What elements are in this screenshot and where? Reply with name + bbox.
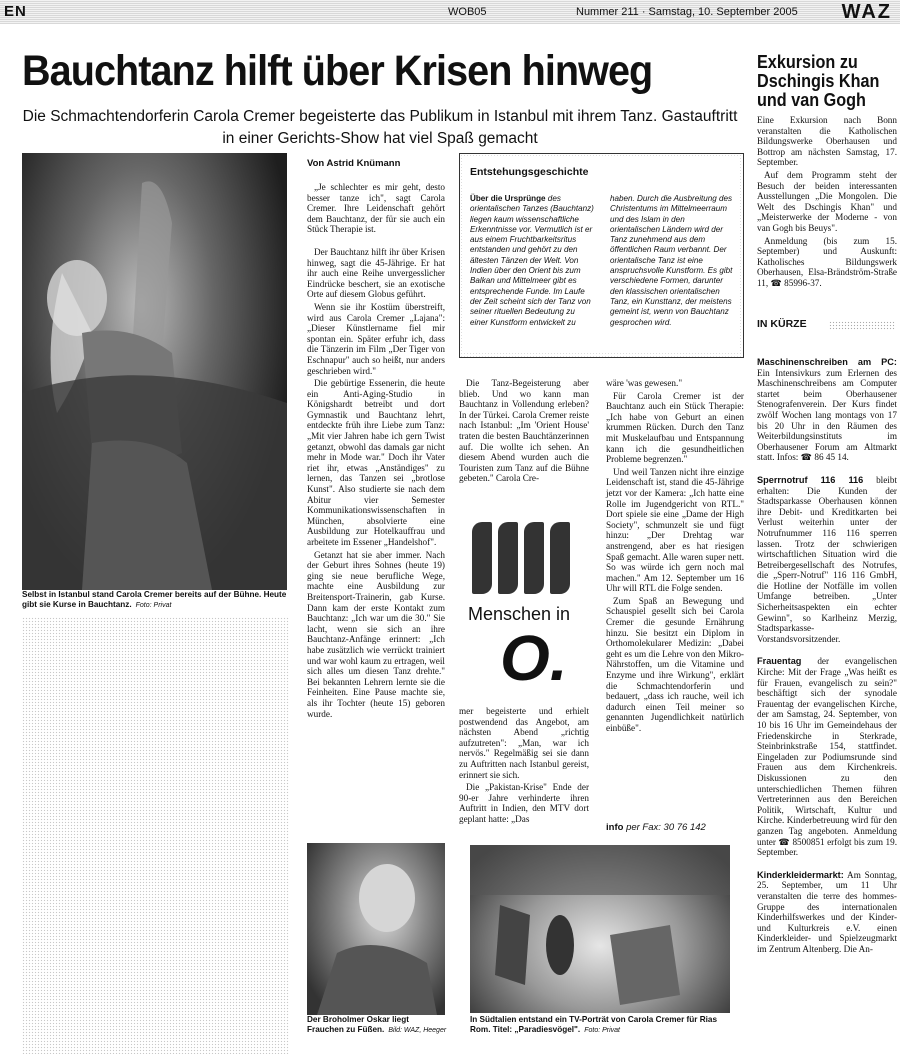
paragraph: Die Tanz-Begeisterung aber blieb. Und wo kann man Bauchtanz in Vollendung erleben? In der Türkei. Carola Cremer reiste nach Istanbul: „Im 'Orient House' traten die besten Bauchtänzerinnen auf. Die wollte ich sehen. An diesem Abend wurden auch die Touristen zum Tanz auf die Bühne gebeten." Carola Cre-	[459, 378, 589, 484]
issue-date: Nummer 211 · Samstag, 10. September 2005	[576, 6, 798, 18]
paragraph: Getanzt hat sie aber immer. Nach der Geburt ihres Sohnes (heute 19) ging sie neue berufliche Wege, machte eine Ausbildung zur Breitensport-Trainerin, gab Kurse. Dann kam der erste Kontakt zum Bauchtanz: „Ich war um die 30." Sie lacht, wenn sie sich an ihre Bauchtanz-Anfänge erinnert: „Ich habe zusätzlich wie verrückt trainiert und war wohl kaum zu ertragen, weil sich alles um diesen Tanz drehte." Bei bekannten Lehrern lernte sie die Feinheiten. Eine Pause machte sie, als ihr Tochter (heute 15) geboren wurde.	[307, 549, 445, 719]
dancer-photo-illustration	[22, 153, 287, 590]
info-box-col-2: haben. Durch die Ausbreitung des Christentums im Mittelmeerraum und des Islam in den orientalischen Ländern wird der Tanz zunehmend aus dem öffentlichen Raum verbannt. Der orientalische Tanz ist eine anspruchsvolle Kunstform. Es gibt verschiedene Formen, darunter den klassischen orientalischen Tanz, ein Kunsttanz, der meistens gemeint ist, wenn von Bauchtanz gesprochen wird.	[610, 194, 733, 327]
paragraph: Zum Spaß an Bewegung und Schauspiel gesellt sich bei Carola Cremer die gesunde Ernährung hinzu. Sie besitzt ein Diplom in Orthomolekularer Medizin: „Dabei geht es um die Lehre von den Mikro-Nährstoffen, um die Vitamine und Enzyme und ihre Wirkung", erklärt die Schmachtendorferin und bedauert, „dass ich rauche, weil ich dadurch einen Teil meiner so genannten Jugendlichkeit natürlich einbüße".	[606, 595, 744, 733]
info-box-title: Entstehungsgeschichte	[470, 166, 589, 178]
section-label: EN	[4, 3, 27, 20]
dog-photo	[307, 843, 445, 1015]
info-box	[459, 153, 744, 358]
tv-portrait-caption: In Südtalien entstand ein TV-Porträt von Carola Cremer für Rias Rom. Titel: „Paradiesvögel". Foto: Privat	[470, 1015, 718, 1034]
paragraph: Der Bauchtanz hilft ihr über Krisen hinweg, sagt die 45-Jährige. Er hat ihr auch eine Reihe unvergesslicher Eindrücke beschert, sie an exotische Orte auf diesem Globus geführt.	[307, 246, 445, 300]
sidebar-title: Exkursion zu Dschingis Khan und van Gogh	[757, 52, 880, 110]
dog-photo-caption: Der Broholmer Oskar liegt Frauchen zu Füßen. Bild: WAZ, Heeger	[307, 1015, 447, 1034]
edition-code: WOB05	[448, 6, 487, 18]
main-photo	[22, 153, 287, 590]
newspaper-logo: WAZ	[841, 1, 892, 23]
paragraph: Die „Pakistan-Krise" Ende der 90-er Jahre verhinderte ihren Auftritt in Indien, den MTV dort geplant hatte: „Das	[459, 782, 589, 824]
article-column-1	[307, 182, 445, 721]
main-photo-caption: Selbst in Istanbul stand Carola Cremer bereits auf der Bühne. Heute gibt sie Kurse in Bauchtanz. Foto: Privat	[22, 590, 287, 609]
byline: Von Astrid Knümann	[307, 158, 401, 169]
note-item: Kinderkleidermarkt: Am Sonntag, 25. September, um 11 Uhr veranstalten die terre des hommes-Gruppe des internationalen Kinderhilfswerkes und der Kinder- und Kulturkreis e.V. einen Kinderkleider- und Spielzeugmarkt im Zentrum Altenberg. Die An-	[757, 869, 897, 954]
paragraph: Für Carola Cremer ist der Bauchtanz auch ein Stück Therapie: „Ich habe von Geburt an einen krummen Rücken. Durch den Tanz mit Muskelaufbau und Entspannung kann ich die gesundheitlichen Probleme begrenzen."	[606, 390, 744, 465]
article-column-3	[606, 378, 744, 736]
paragraph: Und weil Tanzen nicht ihre einzige Leidenschaft ist, stand die 45-Jährige jetzt vor der Kamera: „Ich hatte eine Rolle im Jugendgericht von RTL." Dort spiele sie eine „Dame der High Society", schmunzelt sie und fügt hinzu: „Der Drehtag war anstrengend, aber es hat riesigen Spaß gemacht. Alle waren super nett. So was würde ich gern noch mal machen." Am 12. September um 16 Uhr will RTL die Folge senden.	[606, 466, 744, 594]
tv-portrait-photo	[470, 845, 730, 1013]
note-item: Frauentag der evangelischen Kirche: Mit der Frage „Was heißt es für Frauen, evangelisch zu sein?" beschäftigt sich der synodale Frauentag der evangelischen Kirche, der am Samstag, 24. September, von 10 bis 16 Uhr im Gemeindehaus der Friedenskirche in Sterkrade, Steinbrinkstraße 154, stattfindet. Eingeladen zur Podiumsrunde sind Frauen aus dem Kirchenkreis. Diskussionen zu den unterschiedlichen Themen führen Vertreterinnen aus den Bereichen Politik, Wirtschaft, Kultur und Kirche. Kinderbetreuung wird für den ganzen Tag angeboten. Anmeldung unter ☎ 8500851 erfolgt bis zum 19. September.	[757, 656, 897, 858]
logo-graphic	[468, 518, 583, 598]
paragraph: wäre 'was gewesen."	[606, 378, 683, 388]
note-item: Sperrnotruf 116 116 bleibt erhalten: Die Kunden der Stadtsparkasse Oberhausen können ihre Debit- und Kreditkarten bei Verlust weiterhin unter der Notrufnummer 116 116 sperren lassen. Trotz der schwierigen wirtschaftlichen Situation wird die Betreibergesellschaft des Notrufes, die „Sperr-Notruf" 116 116 GmbH, die Hotline der Notfälle im vollen Umfange betreiben. „Unter Sicherheitsaspekten ein echter Gewinn", so Karlheinz Merzig, Stadtsparkasse-Vorstandsvorsitzender.	[757, 474, 897, 644]
sidebar-text: Eine Exkursion nach Bonn veranstalten die Katholischen Bildungswerke Oberhausen und Bottrop am nächsten Samstag, 17. September. Auf dem Programm steht der Besuch der beiden interessanten Ausstellungen „Die Mongolen. Die Welt des Dschingis Khan" und „Meisterwerke der Moderne - von van Gogh bis Beuys". Anmeldung (bis zum 15. September) und Auskunft: Katholisches Bildungswerk Oberhausen, Elsa-Brändström-Straße 11, ☎ 85996-37.	[757, 115, 897, 288]
info-box-col-1: Über die Ursprünge des orientalischen Tanzes (Bauchtanz) liegen kaum wissenschaftliche Erkenntnisse vor. Vermutlich ist er aus einem Fruchtbarkeitsritus entstanden und gehört zu den ältesten Tänzen der Welt. Von Indien über den Orient bis zum Balkan und Mittelmeer gibt es entsprechende Funde. Im Laufe der Zeit scheint sich der Tanz von seiner rituellen Bedeutung zu einer Kunstform entwickelt zu	[470, 194, 594, 327]
sidebar-notes	[757, 357, 897, 956]
in-kuerze-label: IN KÜRZE	[757, 318, 897, 332]
info-fax: info per Fax: 30 76 142	[606, 822, 706, 833]
menschen-in-logo	[468, 518, 583, 698]
paragraph: Wenn sie ihr Kostüm überstreift, wird aus Carola Cremer „Lajana": „Dieser Künstlername fiel mir spontan ein. Später erfuhr ich, dass die Tänzerin im Film „Der Tiger von Eschnapur" auch so heißt, nur anders geschrieben wird."	[307, 301, 445, 376]
paragraph: Die gebürtige Essenerin, die heute ein Anti-Aging-Studio in Königshardt betreibt und dort Gymnastik und Bauchtanz lehrt, entdeckte früh ihre Liebe zum Tanz: „Mit vier Jahren habe ich gern Twist getanzt, obwohl das damals gar nicht mehr in Mode war." Doch ihr Vater riet ihr, etwas „Anständiges" zu lernen, das Tanzen sei „brotlose Kunst". Also studierte sie nach dem Abitur vier Semester Kommunikationswissenschaften in München, absolvierte eine Ausbildung zur Hotelkauffrau und arbeitete im Essener „Handelshof".	[307, 378, 445, 547]
note-item: Maschinenschreiben am PC: Ein Intensivkurs zum Erlernen des Maschinenschreibens am Computer startet beim Oberhausener Stenografenverein. Der Kurs findet zwölf Wochen lang montags von 17 bis 20 Uhr in den Räumen des Weiterbildungsinstituts im Oberhausener Forum am Altmarkt statt. Infos: ☎ 86 45 14.	[757, 357, 897, 463]
logo-mark: O.	[500, 622, 568, 694]
article-column-2-bottom	[459, 706, 589, 827]
article-column-2-top	[459, 378, 589, 486]
paragraph: „Je schlechter es mir geht, desto besser tanze ich", sagt Carola Cremer. Ihre Leidenschaft gehört dem Bauchtanz, der für sie auch ein Stück Therapie ist.	[307, 182, 445, 235]
paragraph: mer begeisterte und erhielt postwendend das Angebot, am nächsten Abend „richtig aufzutreten": „Man, war ich nervös." Regelmäßig sei sie dann zu Auftritten nach Istanbul gereist, erinnert sie sich.	[459, 706, 589, 780]
halftone-fill	[22, 617, 289, 1054]
article-headline: Bauchtanz hilft über Krisen hinweg	[22, 47, 653, 95]
page-header	[0, 0, 900, 24]
article-subheadline: Die Schmachtendorferin Carola Cremer begeisterte das Publikum in Istanbul mit ihrem Tanz. Gastauftritt in einer Gerichts-Show hat viel Spaß gemacht	[22, 108, 738, 147]
logo-text: Menschen in	[468, 604, 571, 624]
